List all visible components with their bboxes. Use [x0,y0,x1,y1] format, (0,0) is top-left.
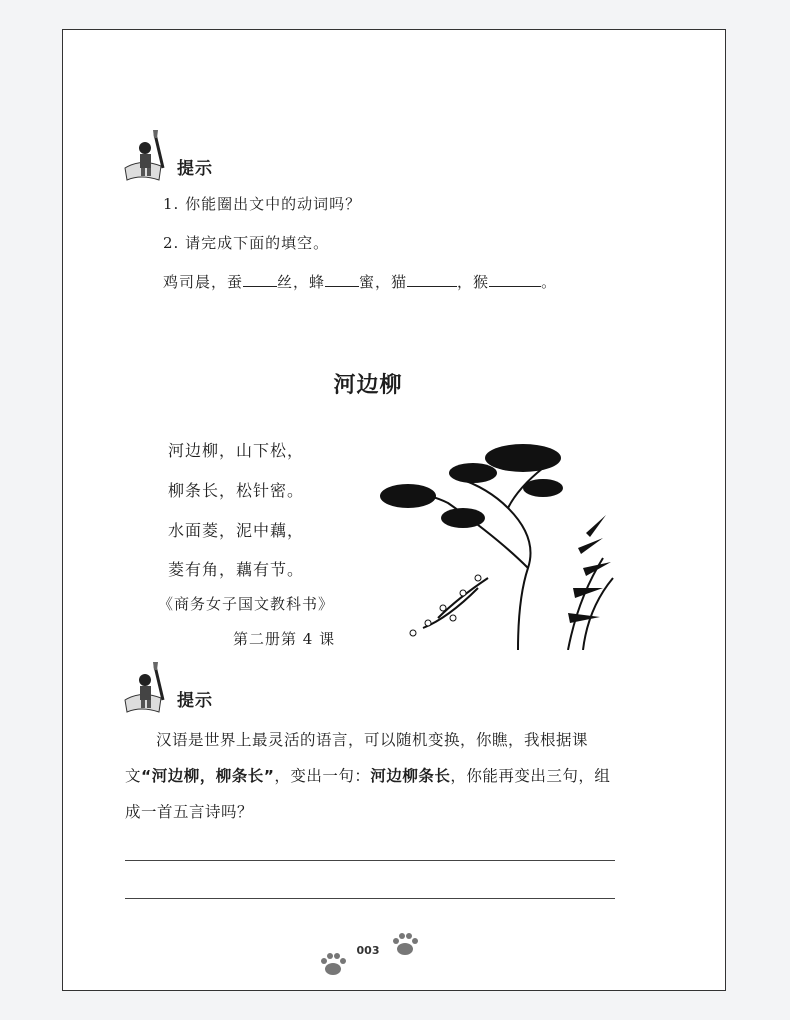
para-a: 汉语是世界上最灵活的语言，可以随机变换，你瞧，我根据课文 [125,731,589,785]
paw-print-icon [391,932,419,958]
poem-line-3: 水面菱，泥中藕， [168,521,305,540]
poem-title: 河边柳 [333,373,403,398]
workbook-page [62,29,726,991]
question-2: 2. 请完成下面的填空。 [163,234,330,252]
tip-title: 提示 [177,690,213,711]
answer-line-1[interactable] [125,860,615,861]
poem-line-1: 河边柳，山下松， [168,441,305,460]
para-bold: 河边柳条长 [370,767,451,785]
fill-part-3: 蜜，猫 [359,273,408,291]
para-c: ，你能再变出三句，组成一首五言诗吗？ [125,767,611,821]
child-with-pen-icon [121,660,179,718]
pine-bamboo-illustration [368,428,618,650]
blank-4[interactable] [489,272,541,287]
blank-3[interactable] [407,272,457,287]
blank-2[interactable] [325,272,359,287]
tip-paragraph [125,722,625,830]
poem-line-2: 柳条长，松针密。 [168,481,305,500]
fill-part-4: ，猴 [457,273,490,291]
fill-part-1: 鸡司晨，蚕 [163,273,244,291]
page-number: 003 [356,944,380,957]
para-b: ，变出一句： [274,767,371,785]
fill-part-5: 。 [541,273,558,291]
answer-line-2[interactable] [125,898,615,899]
tip-header-2 [121,660,213,718]
child-with-pen-icon [121,128,179,186]
poem-source: 《商务女子国文教科书》 [158,595,335,613]
fill-in-sentence [163,271,557,292]
blank-1[interactable] [243,272,277,287]
question-1: 1. 你能圈出文中的动词吗？ [163,195,362,213]
tip-header-1 [121,128,213,186]
para-quote: “河边柳，柳条长” [141,767,275,785]
tip-title: 提示 [177,158,213,179]
fill-part-2: 丝，蜂 [277,273,326,291]
poem-line-4: 菱有角，藕有节。 [168,560,305,579]
poem-lesson: 第二册第 4 课 [233,630,336,648]
